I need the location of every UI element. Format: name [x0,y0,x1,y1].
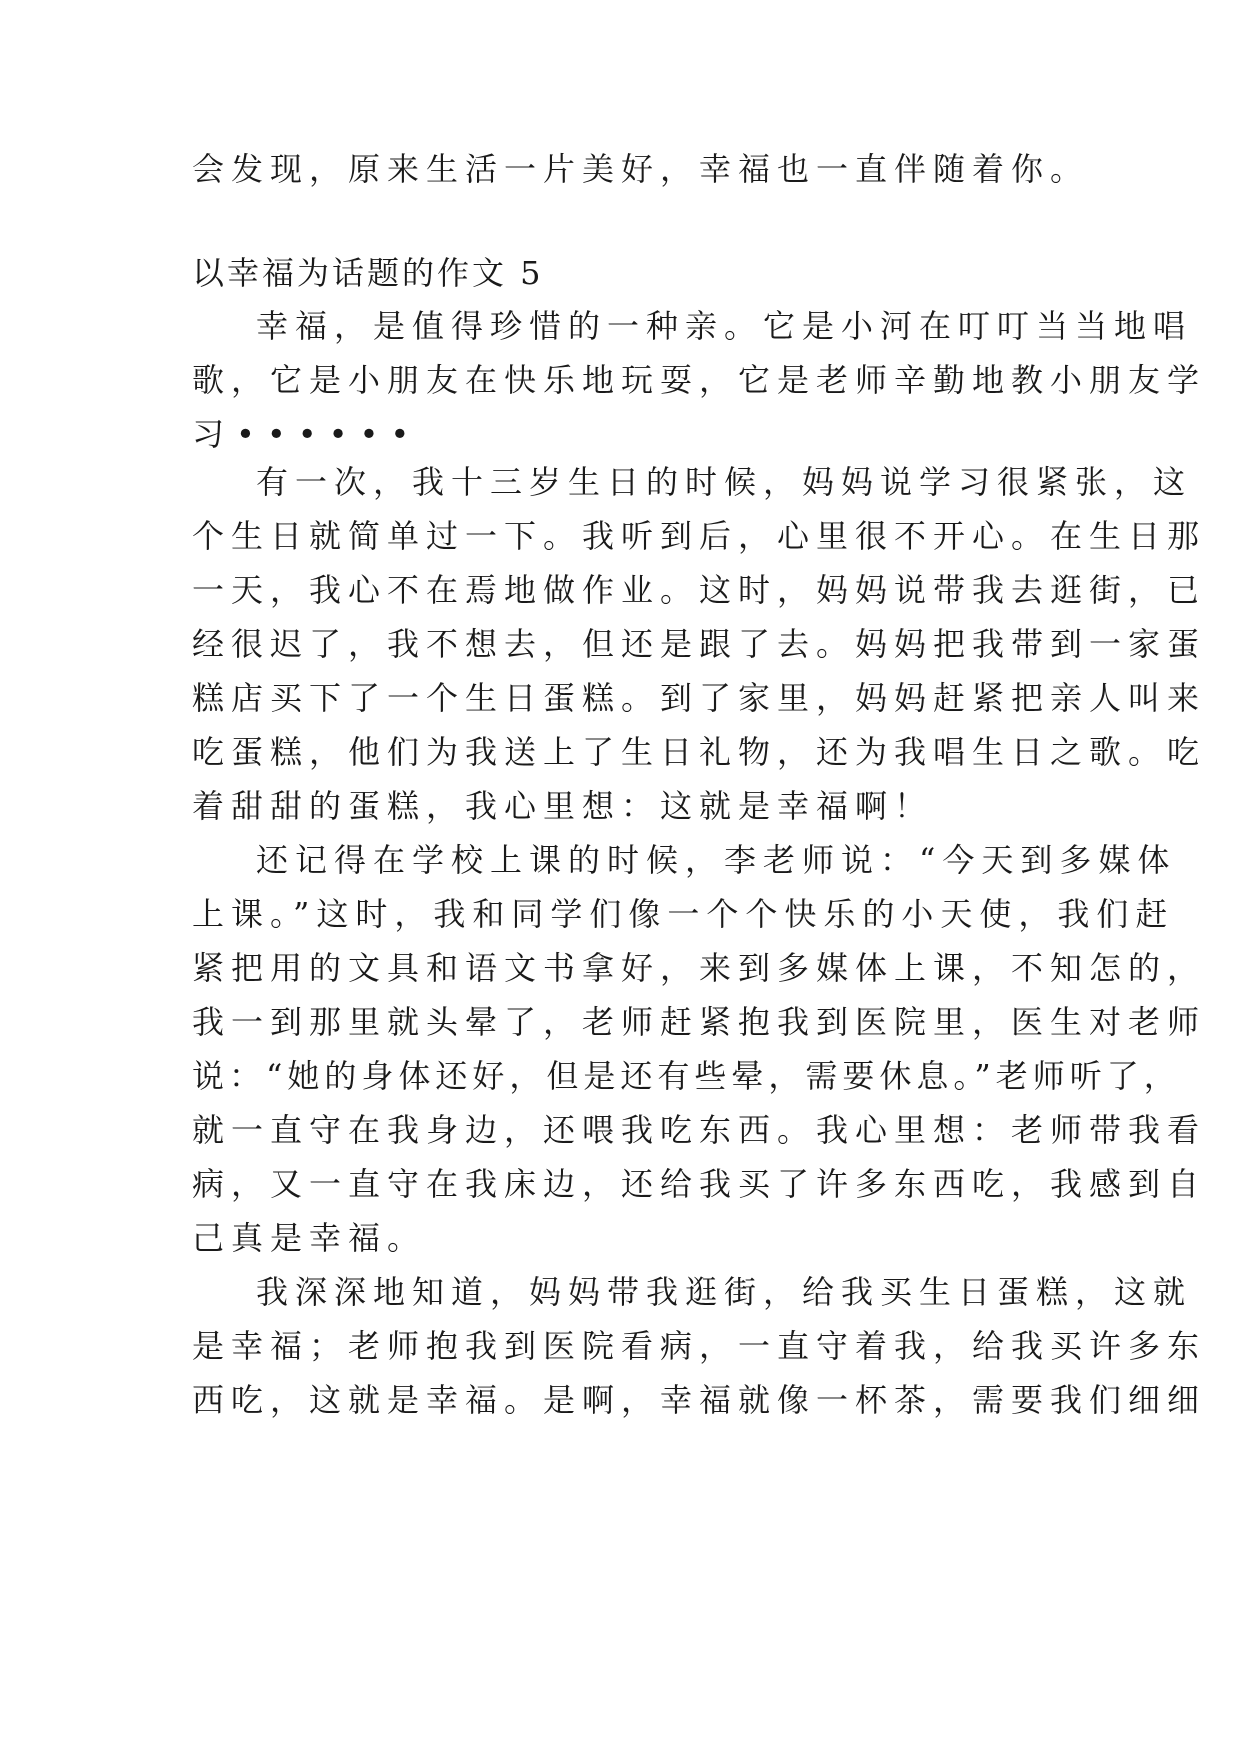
paragraph-line: 一天，我心不在焉地做作业。这时，妈妈说带我去逛街，已 [192,571,1207,609]
paragraph-line: 经很迟了，我不想去，但还是跟了去。妈妈把我带到一家蛋 [192,625,1207,663]
paragraph-line: 病，又一直守在我床边，还给我买了许多东西吃，我感到自 [192,1165,1207,1203]
paragraph-line: 糕店买下了一个生日蛋糕。到了家里，妈妈赶紧把亲人叫来 [192,679,1207,717]
paragraph-line: 上课。”这时，我和同学们像一个个快乐的小天使，我们赶 [192,895,1175,933]
paragraph-line: 着甜甜的蛋糕，我心里想：这就是幸福啊！ [192,787,934,825]
paragraph-line: 是幸福；老师抱我到医院看病，一直守着我，给我买许多东 [192,1327,1207,1365]
section-title: 以幸福为话题的作文 5 [192,254,544,292]
paragraph-line: 我一到那里就头晕了，老师赶紧抱我到医院里，医生对老师 [192,1003,1207,1041]
paragraph-line: 西吃，这就是幸福。是啊，幸福就像一杯茶，需要我们细细 [192,1381,1207,1419]
paragraph-line: 己真是幸福。 [192,1219,427,1257]
paragraph-line: 吃蛋糕，他们为我送上了生日礼物，还为我唱生日之歌。吃 [192,733,1207,771]
paragraph-line: 还记得在学校上课的时候，李老师说：“今天到多媒体 [256,841,1177,879]
text-line: 会发现，原来生活一片美好，幸福也一直伴随着你。 [192,150,1090,188]
paragraph-line: 歌，它是小朋友在快乐地玩耍，它是老师辛勤地教小朋友学 [192,361,1207,399]
paragraph-line: 习•••••• [192,415,422,453]
paragraph-line: 说：“她的身体还好，但是还有些晕，需要休息。”老师听了， [192,1057,1181,1095]
paragraph-line: 我深深地知道，妈妈带我逛街，给我买生日蛋糕，这就 [256,1273,1193,1311]
paragraph-line: 有一次，我十三岁生日的时候，妈妈说学习很紧张，这 [256,463,1193,501]
paragraph-line: 就一直守在我身边，还喂我吃东西。我心里想：老师带我看 [192,1111,1207,1149]
paragraph-line: 个生日就简单过一下。我听到后，心里很不开心。在生日那 [192,517,1207,555]
paragraph-line: 幸福，是值得珍惜的一种亲。它是小河在叮叮当当地唱 [256,307,1193,345]
paragraph-line: 紧把用的文具和语文书拿好，来到多媒体上课，不知怎的， [192,949,1207,987]
